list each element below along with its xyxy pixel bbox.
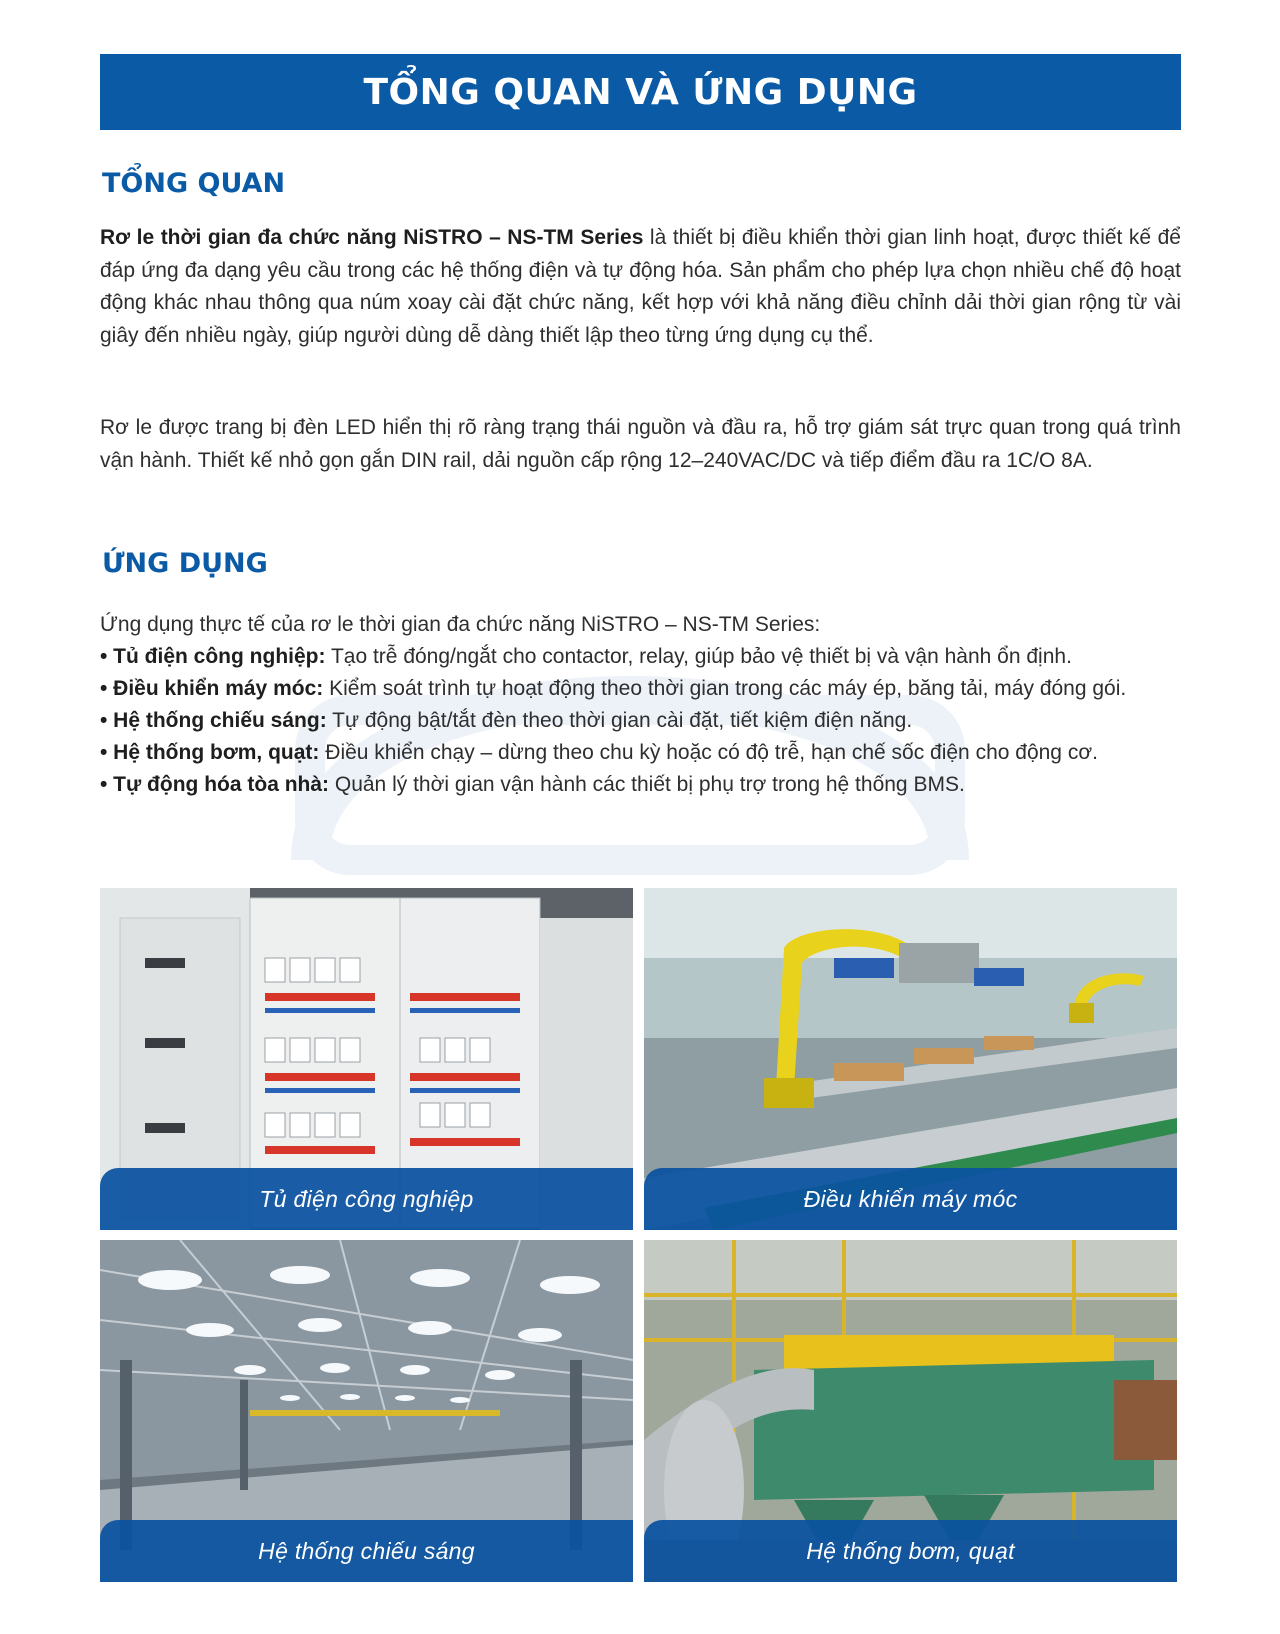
list-item-label: • Hệ thống bơm, quạt:	[100, 741, 320, 764]
gallery-card-pumps-fans	[644, 1240, 1177, 1582]
list-item-label: • Tủ điện công nghiệp:	[100, 645, 326, 668]
page-title: TỔNG QUAN VÀ ỨNG DỤNG	[363, 71, 918, 113]
gallery-card-machine-control	[644, 888, 1177, 1230]
gallery-caption-text: Hệ thống bơm, quạt	[806, 1537, 1015, 1564]
overview-paragraph-1	[100, 222, 1181, 352]
page-banner	[100, 54, 1181, 130]
list-item-text: Tự động bật/tắt đèn theo thời gian cài đặt, tiết kiệm điện năng.	[326, 709, 913, 732]
overview-paragraph-1-text: là thiết bị điều khiển thời gian linh hoạt, được thiết kế để đáp ứng đa dạng yêu cầu trong các hệ thống điện và tự động hóa. Sản phẩm cho phép lựa chọn nhiều chế độ hoạt động khác nhau thông qua núm xoay cài đặt chức năng, kết hợp với khả năng điều chỉnh dải thời gian rộng từ vài giây đến nhiều ngày, giúp người dùng dễ dàng thiết lập theo từng ứng dụng cụ thể.	[100, 226, 1181, 347]
applications-heading: ỨNG DỤNG	[102, 548, 268, 579]
list-item-label: • Điều khiển máy móc:	[100, 677, 324, 700]
gallery-card-electrical-cabinet	[100, 888, 633, 1230]
product-name: Rơ le thời gian đa chức năng NiSTRO – NS-TM Series	[100, 226, 644, 249]
gallery-caption-text: Điều khiển máy móc	[803, 1185, 1018, 1212]
gallery-caption	[100, 1520, 633, 1582]
gallery-caption-text: Hệ thống chiếu sáng	[258, 1537, 475, 1564]
list-item	[100, 641, 1190, 673]
gallery-caption	[644, 1520, 1177, 1582]
list-item-text: Kiểm soát trình tự hoạt động theo thời gian trong các máy ép, băng tải, máy đóng gói.	[323, 677, 1127, 700]
list-item	[100, 737, 1190, 769]
applications-intro: Ứng dụng thực tế của rơ le thời gian đa chức năng NiSTRO – NS-TM Series:	[100, 613, 821, 636]
overview-heading: TỔNG QUAN	[102, 168, 286, 199]
list-item	[100, 673, 1190, 705]
applications-list	[100, 609, 1190, 801]
overview-paragraph-2: Rơ le được trang bị đèn LED hiển thị rõ ràng trạng thái nguồn và đầu ra, hỗ trợ giám sát trực quan trong quá trình vận hành. Thiết kế nhỏ gọn gắn DIN rail, dải nguồn cấp rộng 12–240VAC/DC và tiếp điểm đầu ra 1C/O 8A.	[100, 416, 1181, 472]
list-item-text: Tạo trễ đóng/ngắt cho contactor, relay, giúp bảo vệ thiết bị và vận hành ổn định.	[325, 645, 1072, 668]
gallery-card-lighting	[100, 1240, 633, 1582]
list-item	[100, 705, 1190, 737]
gallery-caption	[100, 1168, 633, 1230]
list-item-text: Quản lý thời gian vận hành các thiết bị phụ trợ trong hệ thống BMS.	[329, 773, 965, 796]
list-item-label: • Tự động hóa tòa nhà:	[100, 773, 330, 796]
gallery-caption-text: Tủ điện công nghiệp	[259, 1185, 474, 1212]
list-item-label: • Hệ thống chiếu sáng:	[100, 709, 327, 732]
list-item-text: Điều khiển chạy – dừng theo chu kỳ hoặc có độ trễ, hạn chế sốc điện cho động cơ.	[319, 741, 1098, 764]
list-item	[100, 769, 1190, 801]
gallery-caption	[644, 1168, 1177, 1230]
